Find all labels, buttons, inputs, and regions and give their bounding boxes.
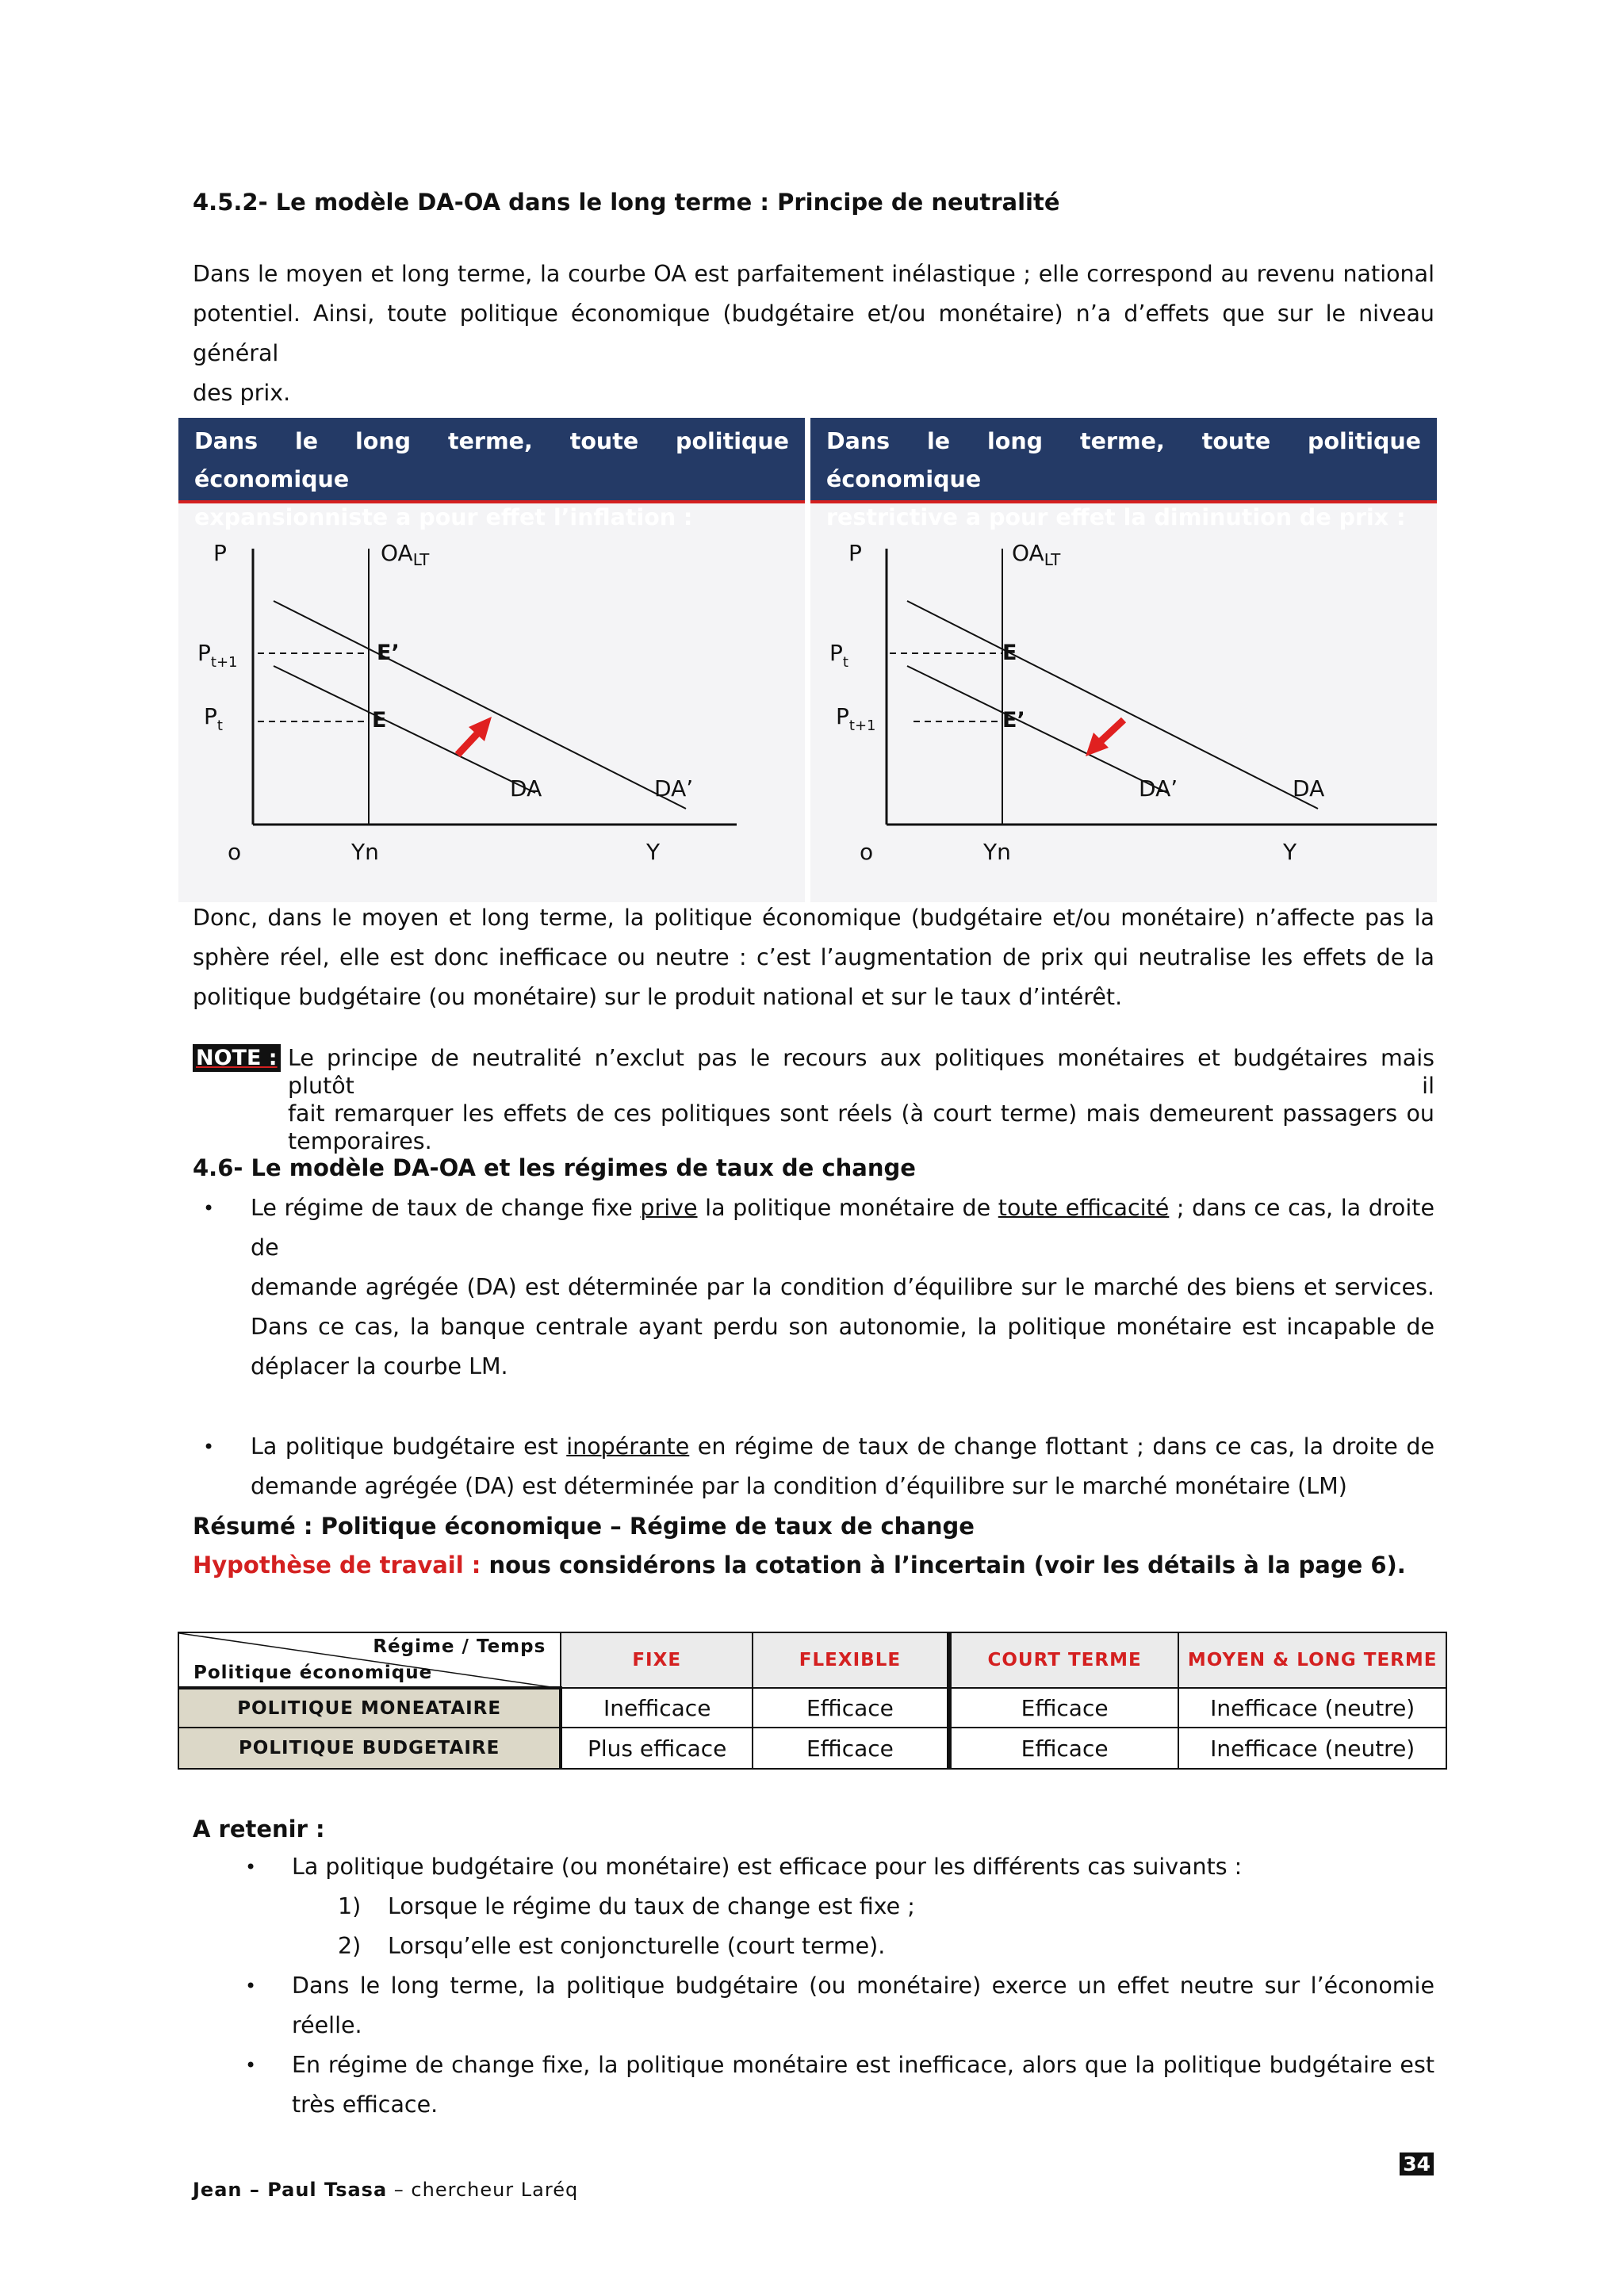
left-diagram [178,507,805,872]
left-panel-header [178,418,805,530]
retenir-bullet-2 [193,1966,1434,2045]
left-label-da-prime: DA’ [654,775,694,802]
left-label-y: Y [646,839,661,865]
b1-underline-prive: prive [640,1195,698,1221]
left-label-p: P [213,540,227,566]
author-name: Jean – Paul Tsasa [193,2179,388,2201]
right-label-da-prime: DA’ [1139,775,1178,802]
left-label-e-lower: E [372,708,387,733]
num-2: 2) [338,1933,362,1959]
right-label-plower: P [836,703,849,729]
right-label-p: P [848,540,862,566]
row-header-budgetaire: POLITIQUE BUDGETAIRE [178,1728,561,1769]
right-label-e-lower: E’ [1002,708,1025,733]
bullet-dot: • [245,2054,257,2076]
right-label-oa: OA [1012,540,1044,566]
note-line-1: Le principe de neutralité n’exclut pas le recours aux politiques monétaires et budgétaires mais plutôt il [288,1045,1434,1099]
retenir-b1-text: La politique budgétaire (ou monétaire) est efficace pour les différents cas suivants : [292,1854,1243,1880]
b2-text-b: en régime de taux de change flottant ; dans ce cas, la droite de [689,1433,1434,1460]
hypothesis-label: Hypothèse de travail : [193,1552,481,1578]
b1-text-c: ; dans ce cas, la droite de [251,1195,1434,1261]
left-label-e-upper: E’ [377,641,400,665]
b1-line-2: demande agrégée (DA) est déterminée par la condition d’équilibre sur le marché des biens et services. [251,1274,1434,1300]
corner-bottom-label: Politique économique [193,1663,433,1683]
right-header-accent-line [810,500,1437,503]
b1-underline-efficacite: toute efficacité [998,1195,1170,1221]
right-label-pupper: P [829,640,843,666]
b1-text-b: la politique monétaire de [697,1195,998,1221]
right-header-line-1: Dans le long terme, toute politique économique [826,428,1421,492]
conclusion-line-2: sphère réel, elle est donc inefficace ou neutre : c’est l’augmentation de prix qui neutralise les effets de la [193,944,1434,970]
intro-line-3: des prix. [193,380,291,406]
hypothesis-line [193,1552,1406,1578]
retenir-bullet-1 [193,1847,1434,1887]
left-header-line-2: expansionniste a pour effet l’inflation : [194,504,693,530]
bullet-dot: • [203,1197,215,1219]
intro-line-1: Dans le moyen et long terme, la courbe OA est parfaitement inélastique ; elle correspond au revenu national [193,261,1434,287]
bullet-floating-regime [193,1427,1434,1506]
cell-budgetaire-court-terme: Efficace [949,1728,1179,1769]
cell-budgetaire-flexible: Efficace [753,1728,949,1769]
svg-text:Pt [829,640,848,671]
conclusion-line-3: politique budgétaire (ou monétaire) sur le produit national et sur le taux d’intérêt. [193,984,1123,1010]
page-number-box [1400,2152,1434,2175]
right-label-plower-sub: t+1 [848,718,876,734]
policy-regime-table [178,1632,1447,1770]
corner-top-label: Régime / Temps [373,1636,546,1657]
right-label-da: DA [1293,775,1325,802]
cell-budgetaire-fixe: Plus efficace [561,1728,753,1769]
left-label-plower-sub: t [216,718,223,734]
left-label-plower: P [204,703,217,729]
b2-underline-inoperante: inopérante [566,1433,690,1460]
retenir-b2-text: Dans le long terme, la politique budgétaire (ou monétaire) exerce un effet neutre sur l’économie réelle. [292,1973,1434,2038]
left-da-curve [274,666,535,793]
section-title-46: 4.6- Le modèle DA-OA et les régimes de taux de change [193,1154,916,1181]
right-label-origin: o [860,839,874,865]
note-label: NOTE : [193,1044,281,1072]
left-shift-arrow-shaft [458,731,480,755]
left-label-pupper-sub: t+1 [210,654,238,671]
left-label-origin: o [228,839,242,865]
bullet-dot: • [245,1856,257,1878]
b1-text-a: Le régime de taux de change fixe [251,1195,641,1221]
bullet-dot: • [245,1975,257,1997]
retenir-n1-text: Lorsque le régime du taux de change est fixe ; [388,1893,915,1919]
intro-paragraph [193,254,1434,413]
num-1: 1) [338,1893,362,1919]
section-46-bullets [193,1188,1434,1506]
col-header-court-terme: COURT TERME [949,1632,1179,1688]
note-line-2: fait remarquer les effets de ces politiques sont réels (à court terme) mais demeurent passagers ou [288,1100,1434,1127]
b1-line-4: déplacer la courbe LM. [251,1353,508,1380]
right-panel-header [810,418,1437,530]
b2-line-2: demande agrégée (DA) est déterminée par la condition d’équilibre sur le marché monétaire (LM) [251,1473,1347,1499]
col-header-fixe: FIXE [561,1632,753,1688]
right-label-oa-sub: LT [1044,550,1061,569]
resume-title: Résumé : Politique économique – Régime de taux de change [193,1513,975,1540]
table-corner-cell [178,1632,561,1688]
retenir-list [193,1847,1434,2125]
left-header-line-1: Dans le long terme, toute politique économique [194,428,789,492]
right-label-pupper-sub: t [842,654,848,671]
b1-line-3: Dans ce cas, la banque centrale ayant perdu son autonomie, la politique monétaire est incapable de [251,1314,1434,1340]
retenir-b3-line-1: En régime de change fixe, la politique monétaire est inefficace, alors que la politique budgétaire est [292,2052,1434,2078]
right-header-line-2: restrictive a pour effet la diminution de prix : [826,504,1406,530]
section-title-452: 4.5.2- Le modèle DA-OA dans le long terme : Principe de neutralité [193,189,1060,216]
cell-budgetaire-moyen-long: Inefficace (neutre) [1178,1728,1446,1769]
retenir-numbered-2 [193,1927,1434,1966]
b2-text-a: La politique budgétaire est [251,1433,567,1460]
bullet-dot: • [203,1436,215,1458]
cell-monetaire-moyen-long: Inefficace (neutre) [1178,1688,1446,1728]
left-label-oa: OA [381,540,413,566]
hypothesis-text: nous considérons la cotation à l’incertain (voir les détails à la page 6). [481,1552,1406,1578]
conclusion-paragraph [193,898,1434,1017]
row-header-monetaire: POLITIQUE MONEATAIRE [178,1688,561,1728]
col-header-flexible: FLEXIBLE [753,1632,949,1688]
left-label-oa-sub: LT [412,550,430,569]
cell-monetaire-court-terme: Efficace [949,1688,1179,1728]
col-header-moyen-long-terme: MOYEN & LONG TERME [1178,1632,1446,1688]
footer-author [193,2179,578,2201]
right-shift-arrow-shaft [1100,720,1124,742]
note-line-3: temporaires. [288,1128,432,1154]
conclusion-line-1: Donc, dans le moyen et long terme, la politique économique (budgétaire et/ou monétaire) n’affecte pas la [193,905,1434,931]
svg-text:Pt+1 [836,703,875,734]
right-label-yn: Yn [983,839,1011,865]
retenir-title: A retenir : [193,1816,325,1843]
cell-monetaire-flexible: Efficace [753,1688,949,1728]
retenir-numbered-1 [193,1887,1434,1927]
intro-line-2: potentiel. Ainsi, toute politique économique (budgétaire et/ou monétaire) n’a d’effets que sur le niveau général [193,300,1434,366]
retenir-bullet-3 [193,2045,1434,2125]
right-diagram [810,507,1437,872]
svg-text:OALT [1012,540,1061,569]
svg-text:Pt+1 [197,640,237,671]
left-label-da: DA [510,775,542,802]
right-da-curve [907,601,1318,809]
note-block [193,1044,1434,1155]
bullet-fixed-regime [193,1188,1434,1387]
svg-text:Pt [204,703,223,734]
left-label-yn: Yn [351,839,379,865]
left-da-prime-curve [274,601,686,809]
svg-text:OALT [381,540,430,569]
retenir-b3-line-2: très efficace. [292,2091,439,2118]
author-role: – chercheur Laréq [387,2179,579,2201]
right-label-e-upper: E [1002,641,1017,665]
right-da-prime-curve [907,666,1167,793]
left-label-pupper: P [197,640,211,666]
cell-monetaire-fixe: Inefficace [561,1688,753,1728]
retenir-n2-text: Lorsqu’elle est conjoncturelle (court terme). [388,1933,886,1959]
right-label-y: Y [1283,839,1297,865]
page-number: 34 [1400,2152,1434,2175]
left-header-accent-line [178,500,805,503]
